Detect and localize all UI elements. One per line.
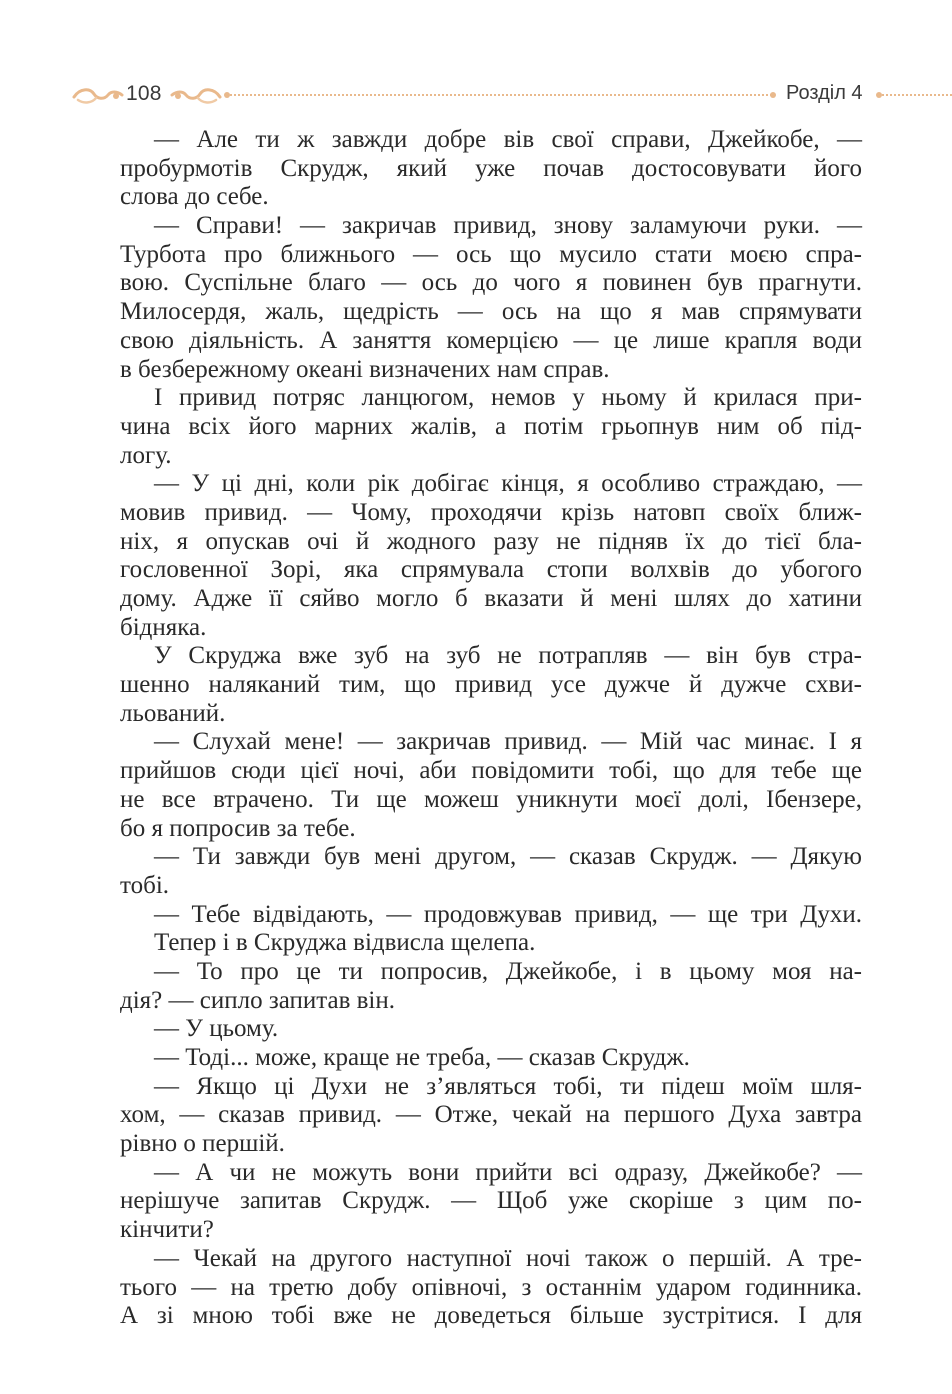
- text-line: чина всіх його марних жалів, а потім грьопнув ним об під-: [120, 412, 862, 440]
- text-line: А зі мною тобі вже не доведеться більше зустрітися. І для: [120, 1302, 862, 1330]
- text-line: — Тебе відвідають, — продовжував привид, — ще три Духи.: [154, 900, 862, 928]
- text-line: — Тоді... може, краще не треба, — сказав Скрудж.: [154, 1044, 690, 1071]
- text-line: шенно наляканий тим, що привид усе дужче й дужче схви-: [120, 671, 862, 699]
- running-header: [0, 78, 952, 110]
- page-number: 108: [126, 82, 162, 105]
- rule-dot: [770, 92, 776, 98]
- text-line: — Слухай мене! — закричав привид. — Мій час минає. І я: [154, 728, 862, 756]
- text-line: бо я попросив за тебе.: [120, 814, 356, 842]
- text-line: Турбота про ближнього — ось що мусило стати моєю спра-: [120, 240, 862, 268]
- body-text: [120, 126, 862, 1331]
- text-line: нерішуче запитав Скрудж. — Щоб уже скоріше з цим по-: [120, 1187, 862, 1215]
- text-line: — Але ти ж завжди добре вів свої справи, Джейкобе, —: [154, 126, 862, 153]
- text-line: тього — на третю добу опівночі, з останнім ударом годинника.: [120, 1273, 862, 1301]
- text-line: — То про це ти попросив, Джейкобе, і в цьому моя на-: [154, 957, 862, 985]
- header-dotted-rule: [226, 94, 772, 96]
- text-line: — Справи! — закричав привид, знову заламуючи руки. —: [154, 212, 862, 240]
- text-line: Милосердя, жаль, щедрість — ось на що я мав спрямувати: [120, 298, 862, 326]
- text-line: — У цьому.: [154, 1015, 279, 1043]
- text-line: мовив привид. — Чому, проходячи крізь натовп своїх ближ-: [120, 498, 862, 526]
- text-line: тобі.: [120, 871, 170, 899]
- text-line: логу.: [120, 441, 172, 469]
- text-line: свою діяльність. А заняття комерцією — це лише крапля води: [120, 326, 862, 354]
- text-line: бідняка.: [120, 613, 207, 641]
- text-line: Тепер і в Скруджа відвисла щелепа.: [154, 929, 536, 957]
- text-line: гословенної Зорі, яка спрямувала стопи волхвів до убогого: [120, 556, 862, 584]
- text-line: хом, — сказав привид. — Отже, чекай на першого Духа завтра: [120, 1101, 862, 1129]
- text-line: кінчити?: [120, 1216, 214, 1244]
- text-line: прийшов сюди цієї ночі, аби повідомити тобі, що для тебе ще: [120, 757, 862, 785]
- text-line: слова до себе.: [120, 183, 269, 211]
- text-line: ніх, я опускав очі й жодного разу не підняв їх до тієї бла-: [120, 527, 862, 555]
- text-line: не все втрачено. Ти ще можеш уникнути моєї долі, Ібензере,: [120, 785, 862, 813]
- chapter-title: Розділ 4: [786, 82, 863, 104]
- text-line: льований.: [120, 699, 226, 727]
- text-line: — А чи не можуть вони прийти всі одразу, Джейкобе? —: [154, 1158, 862, 1186]
- text-line: пробурмотів Скрудж, який уже почав достосовувати його: [120, 154, 862, 182]
- text-line: в безбережному океані визначених нам справ.: [120, 355, 610, 383]
- header-dotted-rule-end: [882, 94, 952, 96]
- text-line: — У ці дні, коли рік добігає кінця, я особливо страждаю, —: [154, 470, 862, 498]
- text-line: дому. Адже її сяйво могло б вказати й мені шлях до хатини: [120, 585, 862, 612]
- text-line: — Якщо ці Духи не з’являться тобі, ти підеш моїм шля-: [154, 1072, 862, 1100]
- text-line: І привид потряс ланцюгом, немов у ньому й крилася при-: [154, 384, 862, 412]
- text-line: дія? — сипло запитав він.: [120, 986, 395, 1014]
- text-line: вою. Суспільне благо — ось до чого я повинен був прагнути.: [120, 269, 862, 297]
- text-line: У Скруджа вже зуб на зуб не потрапляв — він був стра-: [154, 642, 862, 670]
- text-line: рівно о першій.: [120, 1130, 285, 1158]
- right-flourish-ornament: [170, 84, 222, 106]
- left-flourish-ornament: [72, 84, 124, 106]
- text-line: — Ти завжди був мені другом, — сказав Скрудж. — Дякую: [154, 843, 862, 871]
- text-line: — Чекай на другого наступної ночі також о першій. А тре-: [154, 1244, 862, 1272]
